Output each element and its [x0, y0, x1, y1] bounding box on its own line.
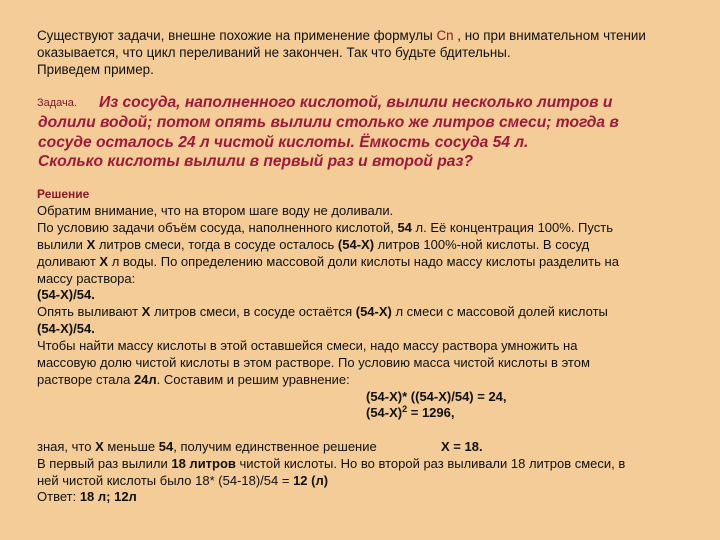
solution-result: Х = 18. — [441, 439, 483, 454]
intro-line-1 — [37, 27, 646, 44]
fraction-expression: (54-Х)/54. — [37, 321, 95, 336]
formula-cn: Cn — [436, 28, 454, 43]
equation-1: (54-Х)* ((54-Х)/54) = 24, — [366, 389, 507, 404]
intro-text: Существуют задачи, внешне похожие на применение формулы — [37, 28, 437, 43]
solution-line: По условию задачи объём сосуда, наполненного кислотой, 54 л. Её концентрация 100%. Пусть — [37, 220, 613, 235]
solution-line: массовую долю чистой кислоты в этом растворе. По условию масса чистой кислоты в этом — [37, 355, 590, 370]
task-line-2: долили водой; потом опять вылили столько же литров смеси; тогда в — [38, 114, 619, 131]
intro-text: , но при внимательном чтении — [453, 28, 646, 43]
solution-line: Опять выливают Х литров смеси, в сосуде остаётся (54-Х) л смеси с массовой долей кислоты — [37, 304, 608, 319]
solution-line: В первый раз вылили 18 литров чистой кислоты. Но во второй раз выливали 18 литров смеси, в — [37, 456, 626, 471]
task-label: Задача. — [37, 97, 77, 109]
solution-line: зная, что Х меньше 54, получим единственное решение — [37, 439, 377, 454]
solution-line: Обратим внимание, что на втором шаге воду не доливали. — [37, 203, 394, 218]
task-line-1: Из сосуда, наполненного кислотой, вылили несколько литров и — [99, 94, 613, 111]
answer-line: Ответ: 18 л; 12л — [37, 489, 137, 504]
fraction-expression: (54-Х)/54. — [37, 287, 95, 302]
solution-line: вылили Х литров смеси, тогда в сосуде осталось (54-Х) литров 100%-ной кислоты. В сосуд — [37, 237, 590, 252]
task-line-3: сосуде осталось 24 л чистой кислоты. Ёмкость сосуда 54 л. — [38, 134, 529, 151]
solution-line: ней чистой кислоты было 18* (54-18)/54 = 12 (л) — [37, 473, 329, 488]
solution-line: Чтобы найти массу кислоты в этой оставшейся смеси, надо массу раствора умножить на — [37, 338, 578, 353]
task-line-4: Сколько кислоты вылили в первый раз и второй раз? — [38, 153, 473, 170]
equation-2: $(54-Х)^2 = 1296$, — [366, 404, 455, 420]
intro-line-3: Приведем пример. — [37, 62, 154, 77]
solution-line: доливают Х л воды. По определению массовой доли кислоты надо массу кислоты разделить на — [37, 254, 619, 269]
solution-line: растворе стала 24л. Составим и решим уравнение: — [37, 372, 350, 387]
solution-title: Решение — [37, 187, 90, 201]
solution-line: массу раствора: — [37, 271, 136, 286]
intro-line-2: оказывается, что цикл переливаний не закончен. Так что будьте бдительны. — [37, 45, 511, 60]
